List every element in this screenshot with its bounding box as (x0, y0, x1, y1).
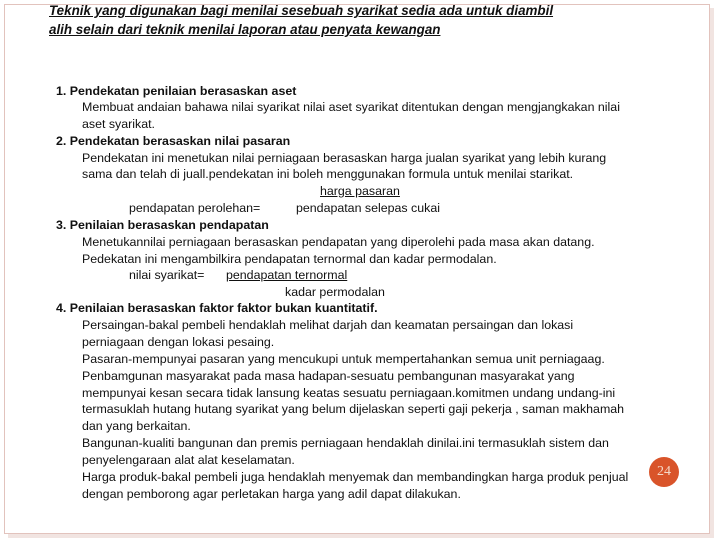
formula-2-denominator: pendapatan selepas cukai (296, 201, 440, 215)
section-4-line: mempunyai kesan secara tidak lansung keatas sesuatu perniagaan.komitmen undang undang-ini (82, 386, 616, 400)
formula-3-denominator: kadar permodalan (285, 285, 385, 299)
section-2-line: sama dan telah di juall.pendekatan ini boleh menggunakan formula untuk menilai starikat. (82, 167, 574, 181)
section-4-line: Persaingan-bakal pembeli hendaklah melihat darjah dan keamatan persaingan dan lokasi (82, 318, 574, 332)
section-4-line: penyelengaraan alat alat keselamatan. (82, 453, 295, 467)
section-2-heading: 2. Pendekatan berasaskan nilai pasaran (56, 134, 291, 148)
section-4-line: perniagaan dengan lokasi pesaing. (82, 335, 275, 349)
section-4-line: Pasaran-mempunyai pasaran yang mencukupi untuk mempertahankan semua unit perniagaag. (82, 352, 605, 366)
formula-2-numerator: harga pasaran (320, 184, 400, 198)
section-4-line: dengan pemborong agar perletakan harga yang adil dapat dilakukan. (82, 487, 461, 501)
section-4-line: dan yang berkaitan. (82, 419, 191, 433)
formula-3-lhs: nilai syarikat= (129, 268, 205, 282)
section-3-heading: 3. Penilaian berasaskan pendapatan (56, 218, 269, 232)
section-2-line: Pendekatan ini menetukan nilai perniagaan berasaskan harga jualan syarikat yang lebih kurang (82, 151, 607, 165)
slide-number-badge: 24 (649, 457, 679, 487)
section-3-line: Pedekatan ini mengambilkira pendapatan ternormal dan kadar permodalan. (82, 252, 497, 266)
section-1-heading: 1. Pendekatan penilaian berasaskan aset (56, 84, 297, 98)
section-4-line: Penbamgunan masyarakat pada masa hadapan-sesuatu pembangunan masyarakat yang (82, 369, 575, 383)
title-line-1: Teknik yang digunakan bagi menilai sesebuah syarikat sedia ada untuk diambil (49, 3, 554, 18)
formula-3-numerator: pendapatan ternormal (226, 268, 348, 282)
section-4-line: Bangunan-kualiti bangunan dan premis perniagaan hendaklah dinilai.ini termasuklah sistem dan (82, 436, 609, 450)
section-4-line: termasuklah hutang hutang syarikat yang belum dijelaskan seperti gaji pekerja , saman makhamah (82, 402, 625, 416)
formula-2-lhs: pendapatan perolehan= (129, 201, 261, 215)
section-1-line: aset syarikat. (82, 117, 155, 131)
section-4-line: Harga produk-bakal pembeli juga hendaklah menyemak dan membandingkan harga produk penjual (82, 470, 629, 484)
title-line-2: alih selain dari teknik menilai laporan atau penyata kewangan (49, 22, 441, 37)
section-1-line: Membuat andaian bahawa nilai syarikat nilai aset syarikat ditentukan dengan mengjangkakan nilai (82, 100, 620, 114)
section-3-line: Menetukannilai perniagaan berasaskan pendapatan yang diperolehi pada masa akan datang. (82, 235, 595, 249)
section-4-heading: 4. Penilaian berasaskan faktor faktor bukan kuantitatif. (56, 301, 378, 315)
